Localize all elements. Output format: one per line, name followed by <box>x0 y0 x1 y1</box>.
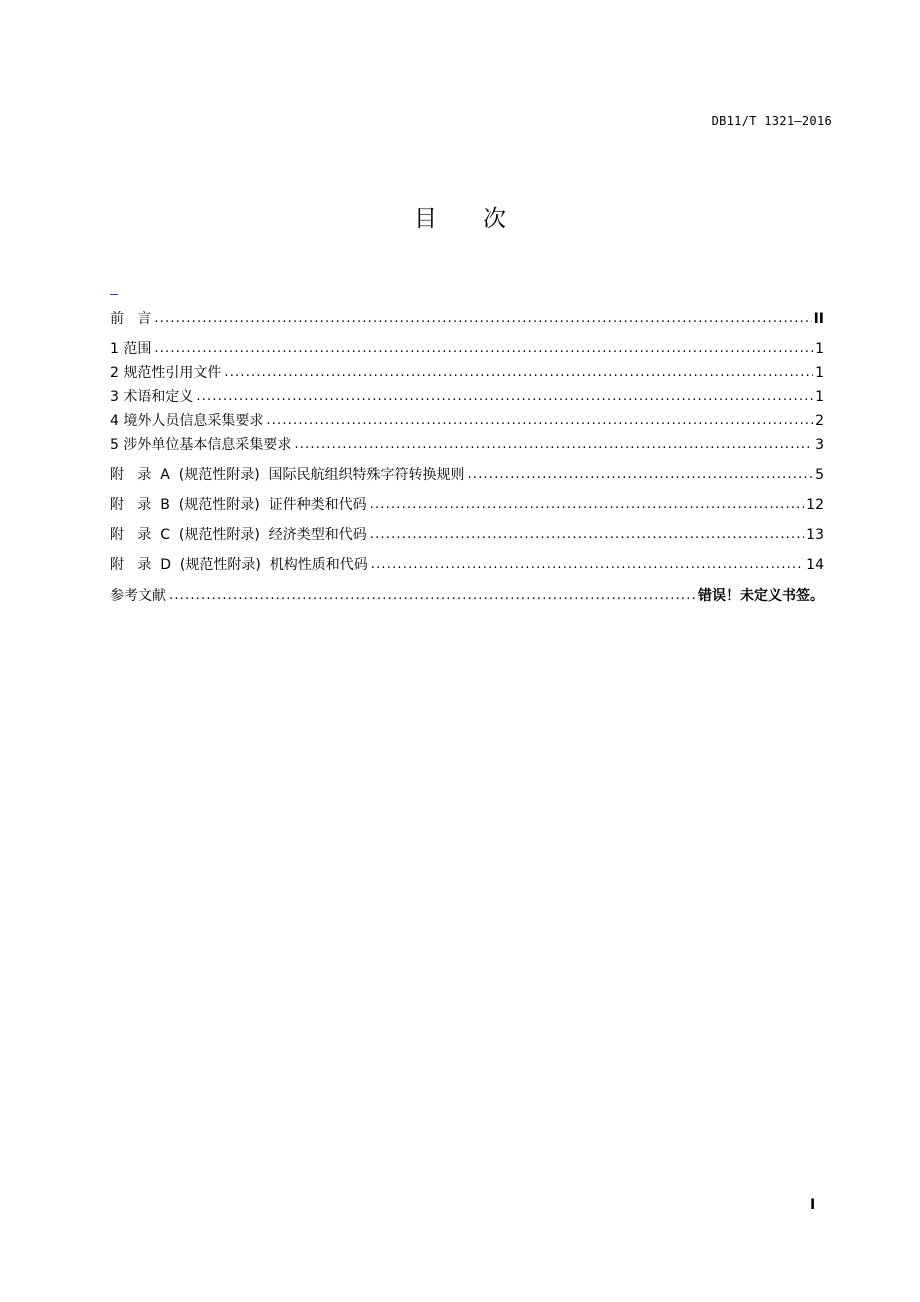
toc-entry-label: 前 言 <box>110 311 152 327</box>
toc-entry-label: 1 范围 <box>110 341 152 357</box>
toc-entry-foreword[interactable] <box>110 310 824 328</box>
toc-entry-label: 3 术语和定义 <box>110 389 194 405</box>
dot-leader <box>370 526 804 544</box>
toc-entry-foreign-personnel[interactable] <box>110 412 824 430</box>
toc-entry-page: 1 <box>815 341 824 357</box>
toc-entry-label: 附 录 A (规范性附录) 国际民航组织特殊字符转换规则 <box>110 467 465 483</box>
toc-entry-appendix-a[interactable] <box>110 466 824 484</box>
toc-entry-page: 3 <box>815 437 824 453</box>
toc-entry-label: 2 规范性引用文件 <box>110 365 222 381</box>
toc-entry-terms[interactable] <box>110 388 824 406</box>
dot-leader <box>169 587 696 605</box>
toc-entry-page: 错误！未定义书签。 <box>698 588 824 604</box>
dot-leader <box>224 364 813 382</box>
toc-entry-bibliography[interactable] <box>110 587 824 605</box>
anchor-mark <box>110 294 118 295</box>
page-number: I <box>810 1197 816 1213</box>
toc-entry-label: 附 录 C (规范性附录) 经济类型和代码 <box>110 527 367 543</box>
document-code: DB11/T 1321—2016 <box>711 114 832 128</box>
toc-entry-label: 附 录 B (规范性附录) 证件种类和代码 <box>110 497 367 513</box>
dot-leader <box>154 310 811 328</box>
toc-entry-page: 13 <box>806 527 824 543</box>
toc-entry-appendix-c[interactable] <box>110 526 824 544</box>
toc-entry-page: 12 <box>806 497 824 513</box>
toc-entry-scope[interactable] <box>110 340 824 358</box>
toc-entry-label: 4 境外人员信息采集要求 <box>110 413 264 429</box>
toc-entry-label: 附 录 D (规范性附录) 机构性质和代码 <box>110 557 368 573</box>
toc-entry-page: II <box>813 311 824 327</box>
dot-leader <box>370 496 805 514</box>
toc-entry-page: 2 <box>815 413 824 429</box>
dot-leader <box>294 436 813 454</box>
toc-entry-foreign-units[interactable] <box>110 436 824 454</box>
dot-leader <box>266 412 813 430</box>
toc-entry-appendix-b[interactable] <box>110 496 824 514</box>
toc-entry-page: 1 <box>815 389 824 405</box>
dot-leader <box>196 388 813 406</box>
dot-leader <box>371 556 804 574</box>
toc-entry-appendix-d[interactable] <box>110 556 824 574</box>
toc-entry-page: 1 <box>815 365 824 381</box>
dot-leader <box>468 466 814 484</box>
toc-entry-normative-references[interactable] <box>110 364 824 382</box>
toc-entry-label: 5 涉外单位基本信息采集要求 <box>110 437 292 453</box>
toc-entry-label: 参考文献 <box>110 588 166 604</box>
toc-entry-page: 5 <box>815 467 824 483</box>
toc-heading: 目次 <box>414 206 552 232</box>
toc-entry-page: 14 <box>806 557 824 573</box>
dot-leader <box>154 340 813 358</box>
